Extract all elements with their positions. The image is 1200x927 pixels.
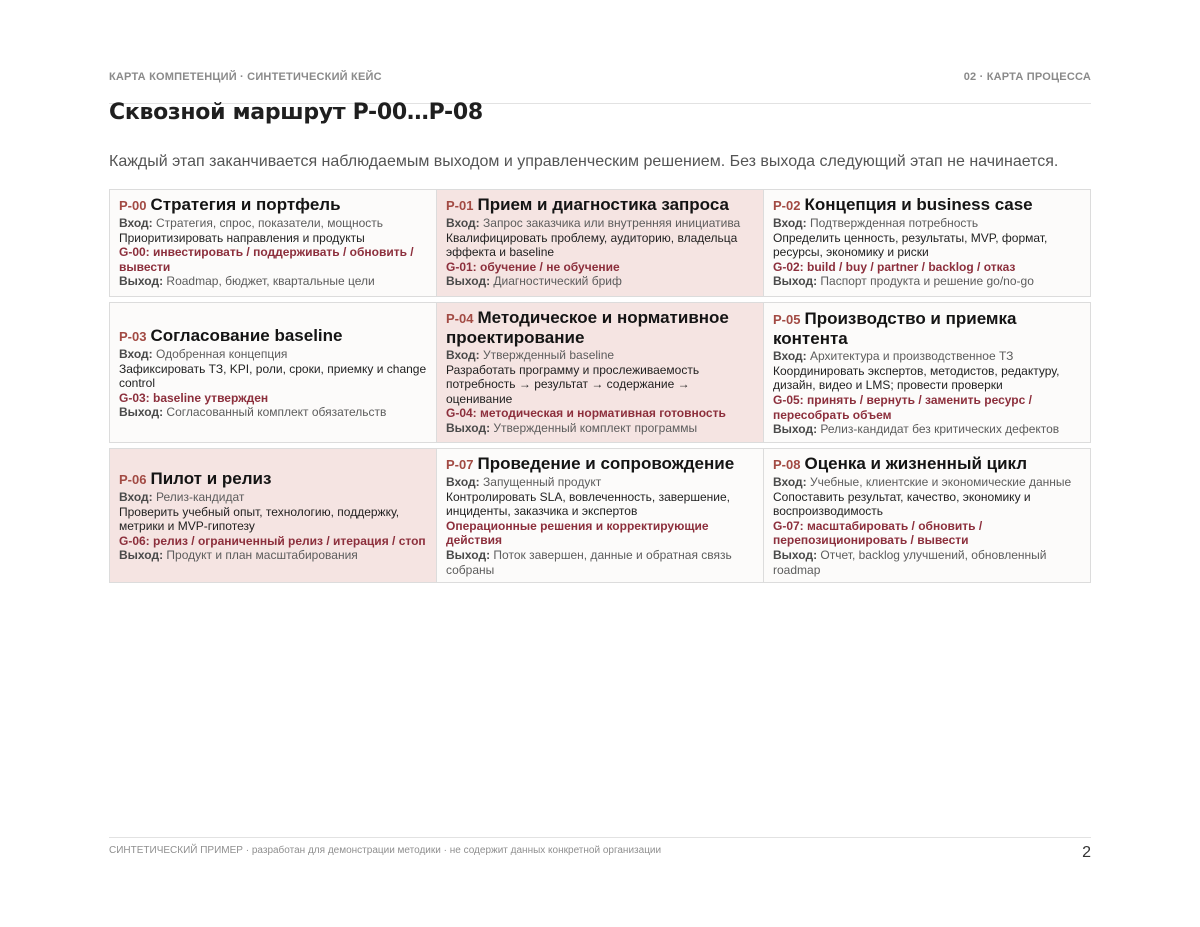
stage-input bbox=[446, 475, 755, 490]
stage-input bbox=[446, 216, 755, 231]
stage-card-p00 bbox=[110, 190, 437, 296]
stage-gate: G-05: принять / вернуть / заменить ресурс / пересобрать объем bbox=[773, 393, 1032, 422]
stage-title bbox=[446, 308, 755, 347]
stage-card-p03 bbox=[110, 303, 437, 442]
stage-output bbox=[119, 405, 428, 420]
output-label: Выход: bbox=[119, 274, 164, 289]
stage-code: P-01 bbox=[446, 198, 474, 213]
stage-action: Приоритизировать направления и продукты bbox=[119, 230, 365, 245]
stage-action: Координировать экспертов, методистов, редактуру, дизайн, видео и LMS; провести проверки bbox=[773, 363, 1060, 393]
footer-note: СИНТЕТИЧЕСКИЙ ПРИМЕР · разработан для демонстрации методики · не содержит данных конкретной организации bbox=[109, 845, 662, 856]
stage-name: Оценка и жизненный цикл bbox=[804, 454, 1028, 473]
stage-title bbox=[119, 469, 428, 489]
stage-title bbox=[773, 454, 1082, 474]
stage-card-p06 bbox=[110, 449, 437, 582]
page bbox=[109, 0, 1091, 927]
stage-gate: G-06: релиз / ограниченный релиз / итерация / стоп bbox=[119, 533, 426, 548]
stage-output bbox=[446, 548, 755, 577]
stage-name: Методическое и нормативное проектирование bbox=[446, 308, 729, 347]
stage-gate: G-00: инвестировать / поддерживать / обновить / вывести bbox=[119, 245, 414, 274]
stage-code: P-05 bbox=[773, 312, 801, 328]
stage-code: P-00 bbox=[119, 198, 147, 213]
stage-output-value: Отчет, backlog улучшений, обновленный roadmap bbox=[773, 547, 1047, 577]
stage-gate: G-07: масштабировать / обновить / перепозиционировать / вывести bbox=[773, 518, 983, 548]
stage-card-p04 bbox=[437, 303, 764, 442]
stage-gate: G-01: обучение / не обучение bbox=[446, 259, 620, 274]
stage-card-p07 bbox=[437, 449, 764, 582]
stage-code: P-04 bbox=[446, 311, 474, 326]
stage-name: Прием и диагностика запроса bbox=[477, 195, 729, 214]
stage-input bbox=[773, 349, 1082, 364]
stage-title bbox=[446, 454, 755, 474]
stage-input bbox=[773, 216, 1082, 231]
input-label: Вход: bbox=[773, 349, 807, 364]
stage-output-value: Диагностический бриф bbox=[493, 274, 622, 289]
stage-card-p08 bbox=[764, 449, 1090, 582]
input-label: Вход: bbox=[119, 216, 153, 230]
stage-output bbox=[119, 274, 428, 289]
stage-code: P-08 bbox=[773, 457, 801, 472]
header-left: КАРТА КОМПЕТЕНЦИЙ · СИНТЕТИЧЕСКИЙ КЕЙС bbox=[109, 71, 382, 83]
process-row bbox=[109, 189, 1091, 297]
stage-code: P-06 bbox=[119, 472, 147, 488]
stage-action: Проверить учебный опыт, технологию, поддержку, метрики и MVP-гипотезу bbox=[119, 504, 400, 534]
input-label: Вход: bbox=[773, 216, 807, 230]
stage-input-value: Подтвержденная потребность bbox=[810, 216, 979, 230]
stage-card-p02 bbox=[764, 190, 1090, 296]
stage-input-value: Запущенный продукт bbox=[483, 475, 602, 489]
stage-gate: Операционные решения и корректирующие действия bbox=[446, 518, 709, 548]
page-subtitle: Каждый этап заканчивается наблюдаемым выходом и управленческим решением. Без выхода следующий этап не начинается. bbox=[109, 153, 1059, 170]
stage-output bbox=[446, 274, 755, 289]
stage-name: Проведение и сопровождение bbox=[477, 454, 735, 473]
stage-input bbox=[446, 348, 755, 363]
stage-name: Производство и приемка контента bbox=[773, 309, 1017, 349]
stage-gate: G-04: методическая и нормативная готовность bbox=[446, 406, 726, 421]
stage-input-value: Учебные, клиентские и экономические данные bbox=[810, 475, 1072, 489]
input-label: Вход: bbox=[119, 347, 153, 362]
stage-output-value: Паспорт продукта и решение go/no-go bbox=[820, 274, 1034, 289]
stage-action: Зафиксировать ТЗ, KPI, роли, сроки, приемку и change control bbox=[119, 361, 427, 391]
stage-name: Стратегия и портфель bbox=[150, 195, 341, 214]
output-label: Выход: bbox=[773, 274, 818, 289]
stage-card-p01 bbox=[437, 190, 764, 296]
stage-name: Пилот и релиз bbox=[150, 469, 272, 489]
stage-input bbox=[773, 475, 1082, 490]
input-label: Вход: bbox=[119, 490, 153, 505]
stage-output bbox=[773, 274, 1082, 289]
stage-input bbox=[119, 347, 428, 362]
stage-input-value: Одобренная концепция bbox=[156, 347, 288, 362]
stage-name: Согласование baseline bbox=[150, 326, 343, 346]
stage-output-value: Утвержденный комплект программы bbox=[493, 420, 698, 435]
stage-code: P-02 bbox=[773, 198, 801, 213]
stage-title bbox=[773, 309, 1082, 348]
stage-output bbox=[773, 548, 1082, 577]
stage-action: Разработать программу и прослеживаемость потребность → результат → содержание → оценивание bbox=[446, 362, 700, 406]
stage-code: P-03 bbox=[119, 329, 147, 345]
process-row bbox=[109, 448, 1091, 583]
stage-code: P-07 bbox=[446, 457, 474, 472]
stage-input bbox=[119, 490, 428, 505]
stage-title bbox=[446, 195, 755, 215]
stage-output bbox=[773, 422, 1082, 437]
stage-output-value: Поток завершен, данные и обратная связь собраны bbox=[446, 547, 732, 577]
stage-action: Контролировать SLA, вовлеченность, завершение, инциденты, заказчика и экспертов bbox=[446, 489, 730, 519]
stage-title bbox=[119, 326, 428, 346]
stage-action: Квалифицировать проблему, аудиторию, владельца эффекта и baseline bbox=[446, 230, 738, 260]
page-title: Сквозной маршрут P-00…P-08 bbox=[109, 100, 483, 125]
stage-title bbox=[119, 195, 428, 215]
stage-gate: G-02: build / buy / partner / backlog / отказ bbox=[773, 259, 1016, 274]
stage-output-value: Релиз-кандидат без критических дефектов bbox=[820, 422, 1060, 437]
stage-input-value: Релиз-кандидат bbox=[156, 490, 245, 505]
stage-action: Сопоставить результат, качество, экономику и воспроизводимость bbox=[773, 489, 1031, 519]
process-grid bbox=[109, 189, 1091, 588]
output-label: Выход: bbox=[446, 420, 491, 435]
page-footer bbox=[109, 837, 1091, 862]
input-label: Вход: bbox=[773, 475, 807, 489]
output-label: Выход: bbox=[446, 274, 491, 289]
stage-gate: G-03: baseline утвержден bbox=[119, 390, 269, 405]
input-label: Вход: bbox=[446, 348, 480, 362]
stage-output-value: Продукт и план масштабирования bbox=[166, 548, 358, 563]
stage-action: Определить ценность, результаты, MVP, формат, ресурсы, экономику и риски bbox=[773, 230, 1048, 260]
stage-input-value: Запрос заказчика или внутренняя инициатива bbox=[483, 216, 741, 230]
stage-input-value: Утвержденный baseline bbox=[483, 348, 615, 362]
stage-name: Концепция и business case bbox=[804, 195, 1033, 214]
output-label: Выход: bbox=[773, 547, 818, 562]
output-label: Выход: bbox=[119, 405, 164, 420]
stage-input-value: Стратегия, спрос, показатели, мощность bbox=[156, 216, 384, 230]
input-label: Вход: bbox=[446, 475, 480, 489]
stage-card-p05 bbox=[764, 303, 1090, 442]
output-label: Выход: bbox=[119, 548, 164, 563]
output-label: Выход: bbox=[773, 422, 818, 437]
stage-output bbox=[446, 421, 755, 436]
process-row bbox=[109, 302, 1091, 443]
header-right: 02 · КАРТА ПРОЦЕССА bbox=[963, 71, 1091, 83]
stage-input-value: Архитектура и производственное ТЗ bbox=[810, 349, 1014, 364]
stage-output bbox=[119, 548, 428, 563]
stage-output-value: Согласованный комплект обязательств bbox=[166, 405, 387, 420]
output-label: Выход: bbox=[446, 547, 491, 562]
stage-title bbox=[773, 195, 1082, 215]
stage-input bbox=[119, 216, 428, 231]
stage-output-value: Roadmap, бюджет, квартальные цели bbox=[166, 274, 375, 289]
input-label: Вход: bbox=[446, 216, 480, 230]
page-number: 2 bbox=[1082, 844, 1091, 861]
